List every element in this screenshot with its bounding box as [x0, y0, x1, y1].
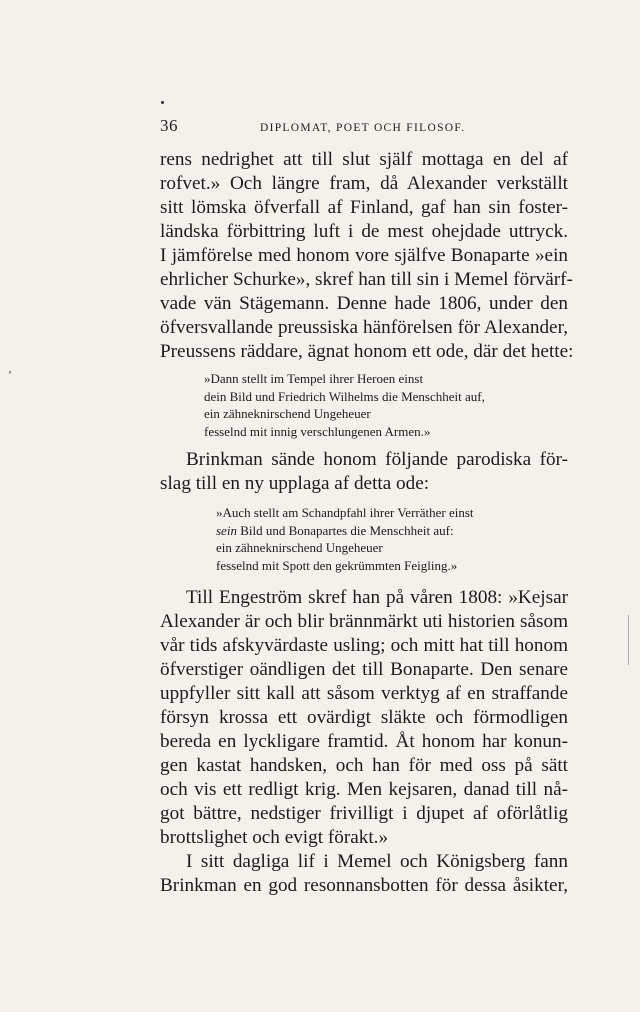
- verse-quote-1: [204, 370, 568, 440]
- text-line: vade vän Stägemann. Denne hade 1806, under den: [160, 293, 568, 314]
- text-line: öfversvallande preussiska hänförelsen för Alexander,: [160, 317, 568, 338]
- verse-quote-2: [216, 504, 568, 574]
- paragraph-1: [160, 148, 574, 364]
- text-line: Brinkman en god resonnansbotten för dessa åsikter,: [160, 875, 568, 896]
- verse-line: [216, 522, 568, 540]
- paragraph-4: [160, 850, 568, 898]
- text-line: sitt lömska öfverfall af Finland, gaf han sin foster-: [160, 197, 568, 218]
- text-line: Till Engeström skref han på våren 1808: »Kejsar: [186, 587, 568, 608]
- text-line: och vis ett redligt krig. Men kejsaren, danad till nå-: [160, 779, 568, 800]
- running-title: DIPLOMAT, POET OCH FILOSOF.: [260, 122, 466, 134]
- verse-line: dein Bild und Friedrich Wilhelms die Menschheit auf,: [204, 388, 485, 404]
- text-line: I sitt dagliga lif i Memel och Königsberg fann: [186, 851, 568, 872]
- verse-line: »Auch stellt am Schandpfahl ihrer Verräther einst: [216, 505, 474, 520]
- text-line: gen kastat handsken, och han för med oss på sätt: [160, 755, 568, 776]
- text-line: rens nedrighet att till slut själf mottaga en del af: [160, 149, 568, 170]
- verse-line-rest: Bild und Bonapartes die Menschheit auf:: [236, 522, 454, 538]
- text-line: Preussens räddare, ägnat honom ett ode, där det hette:: [160, 341, 574, 362]
- text-line: öfverstiger oändligen det till Bonaparte. Den senare: [160, 659, 568, 680]
- text-line: ländska förbittring luft i de mest ohejdade uttryck.: [160, 221, 568, 242]
- verse-line: ein zähneknirschend Ungeheuer: [216, 540, 383, 555]
- text-line: ehrlicher Schurke», skref han till sin i Memel förvärf-: [160, 269, 573, 290]
- page-header: [160, 116, 568, 142]
- text-line: Brinkman sände honom följande parodiska för-: [186, 449, 568, 470]
- text-line: brottslighet och evigt förakt.»: [160, 827, 389, 848]
- page-number: 36: [160, 116, 178, 135]
- body-text: [160, 148, 574, 898]
- paragraph-3: [160, 586, 568, 850]
- paragraph-2: [160, 448, 568, 496]
- text-line: Alexander är och blir brännmärkt uti historien såsom: [160, 611, 568, 632]
- emphasis: sein: [216, 522, 237, 538]
- text-line: försyn krossa ett ovärdigt släkte och förmodligen: [160, 707, 568, 728]
- text-line: slag till en ny upplaga af detta ode:: [160, 473, 430, 494]
- text-line: I jämförelse med honom vore själfve Bonaparte »ein: [160, 245, 568, 266]
- text-line: vår tids afskyvärdaste usling; och mitt hat till honom: [160, 635, 568, 656]
- text-line: rofvet.» Och längre fram, då Alexander verkställt: [160, 173, 568, 194]
- text-line: bereda en lyckligare framtid. Åt honom har konun-: [160, 731, 568, 752]
- ink-speck: [161, 101, 164, 104]
- verse-line: »Dann stellt im Tempel ihrer Heroen einst: [204, 371, 424, 386]
- text-line: uppfyller sitt kall att såsom verktyg af en straffande: [160, 683, 568, 704]
- verse-line: fesselnd mit innig verschlungenen Armen.»: [204, 423, 431, 439]
- verse-line: fesselnd mit Spott den gekrümmten Feigling.»: [216, 557, 458, 573]
- text-line: got bättre, nedstiger frivilligt i djupet af oförlåtlig: [160, 803, 568, 824]
- page-edge-shadow: [628, 615, 629, 665]
- verse-line: ein zähneknirschend Ungeheuer: [204, 406, 371, 421]
- margin-mark: ˳: [8, 360, 12, 374]
